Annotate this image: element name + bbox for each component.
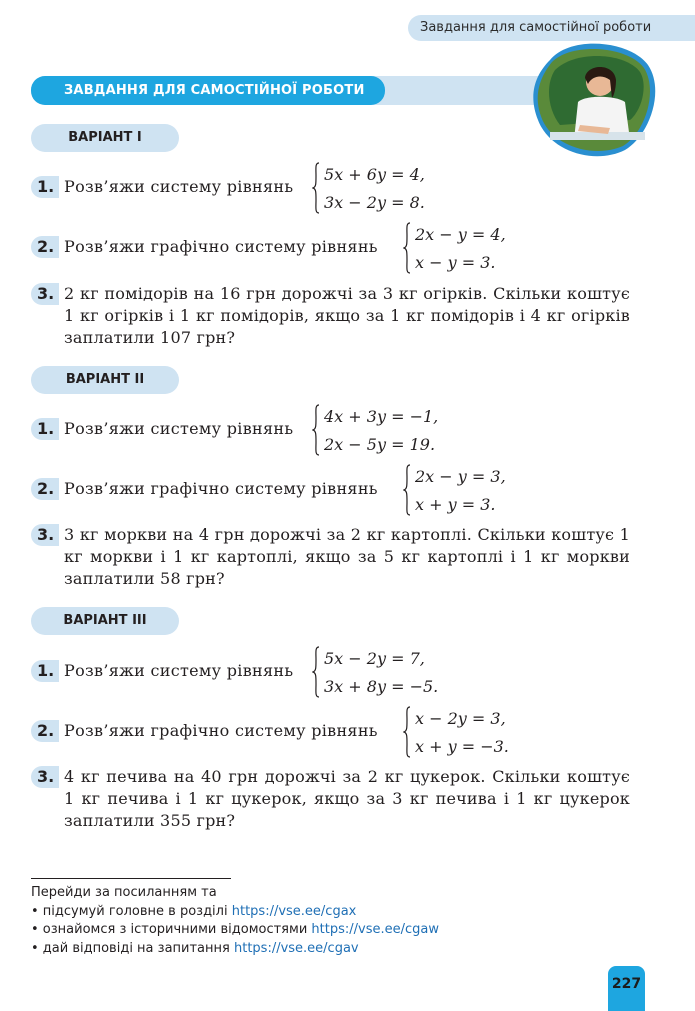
equation: x − 2y = 3, bbox=[415, 709, 506, 728]
equation: x + y = −3. bbox=[415, 737, 509, 756]
equation: 2x − y = 3, bbox=[415, 467, 506, 486]
page-number: 227 bbox=[608, 966, 645, 1011]
equation: 3x + 8y = −5. bbox=[324, 677, 439, 696]
task-number: 3. bbox=[31, 283, 59, 305]
brace-icon bbox=[312, 404, 320, 456]
task-text: Розв’яжи систему рівнянь bbox=[64, 661, 294, 680]
footer-links bbox=[31, 884, 439, 958]
task-text: 3 кг моркви на 4 грн дорожчі за 2 кг картоплі. Скільки коштує 1 кг моркви і 1 кг картоплі, якщо за 5 кг картоплі і 1 кг моркви заплатили 58 грн? bbox=[64, 525, 630, 588]
task-number: 1. bbox=[31, 176, 59, 198]
task-number: 3. bbox=[31, 766, 59, 788]
task-text: 4 кг печива на 40 грн дорожчі за 2 кг цукерок. Скільки коштує 1 кг печива і 1 кг цукерок, якщо за 3 кг печива і 1 кг цукерок заплатили 355 грн? bbox=[64, 767, 630, 830]
student-photo bbox=[530, 40, 660, 158]
task-number: 3. bbox=[31, 524, 59, 546]
equation: 5x + 6y = 4, bbox=[324, 165, 425, 184]
variant-3-label: ВАРІАНТ ІІІ bbox=[31, 607, 179, 635]
variant-2-label: ВАРІАНТ ІІ bbox=[31, 366, 179, 394]
task-number: 2. bbox=[31, 720, 59, 742]
equation: x + y = 3. bbox=[415, 495, 496, 514]
variant-1-label: ВАРІАНТ І bbox=[31, 124, 179, 152]
task-text: 2 кг помідорів на 16 грн дорожчі за 3 кг огірків. Скільки коштує 1 кг огірків і 1 кг помідорів, якщо за 1 кг помідорів і 4 кг огірків заплатили 107 грн? bbox=[64, 284, 630, 347]
task-text: Розв’яжи систему рівнянь bbox=[64, 177, 294, 196]
footer-item: • ознайомся з історичними відомостями https://vse.ee/cgaw bbox=[31, 922, 439, 937]
equation: 5x − 2y = 7, bbox=[324, 649, 425, 668]
equation: 4x + 3y = −1, bbox=[324, 407, 439, 426]
brace-icon bbox=[312, 646, 320, 698]
task-number: 2. bbox=[31, 478, 59, 500]
task-text: Розв’яжи систему рівнянь bbox=[64, 419, 294, 438]
footer-divider bbox=[31, 878, 231, 879]
equation: 2x − 5y = 19. bbox=[324, 435, 436, 454]
questions-link[interactable]: https://vse.ee/cgav bbox=[233, 940, 359, 956]
brace-icon bbox=[312, 162, 320, 214]
equation: 2x − y = 4, bbox=[415, 225, 506, 244]
summary-link[interactable]: https://vse.ee/cgax bbox=[231, 903, 357, 919]
section-title: ЗАВДАННЯ ДЛЯ САМОСТІЙНОЇ РОБОТИ bbox=[31, 76, 385, 105]
footer-item: • підсумуй головне в розділі https://vse.ee/cgax bbox=[31, 903, 357, 919]
brace-icon bbox=[403, 706, 411, 758]
equation: 3x − 2y = 8. bbox=[324, 193, 425, 212]
footer-intro: Перейди за посиланням та bbox=[31, 885, 217, 900]
task-text: Розв’яжи графічно систему рівнянь bbox=[64, 479, 378, 498]
equation: x − y = 3. bbox=[415, 253, 496, 272]
task-number: 1. bbox=[31, 418, 59, 440]
brace-icon bbox=[403, 464, 411, 516]
footer-item: • дай відповіді на запитання https://vse.ee/cgav bbox=[31, 940, 359, 956]
task-text: Розв’яжи графічно систему рівнянь bbox=[64, 721, 378, 740]
brace-icon bbox=[403, 222, 411, 274]
task-text: Розв’яжи графічно систему рівнянь bbox=[64, 237, 378, 256]
task-number: 2. bbox=[31, 236, 59, 258]
running-title: Завдання для самостійної роботи bbox=[408, 15, 695, 41]
task-number: 1. bbox=[31, 660, 59, 682]
history-link[interactable]: https://vse.ee/cgaw bbox=[311, 922, 439, 937]
